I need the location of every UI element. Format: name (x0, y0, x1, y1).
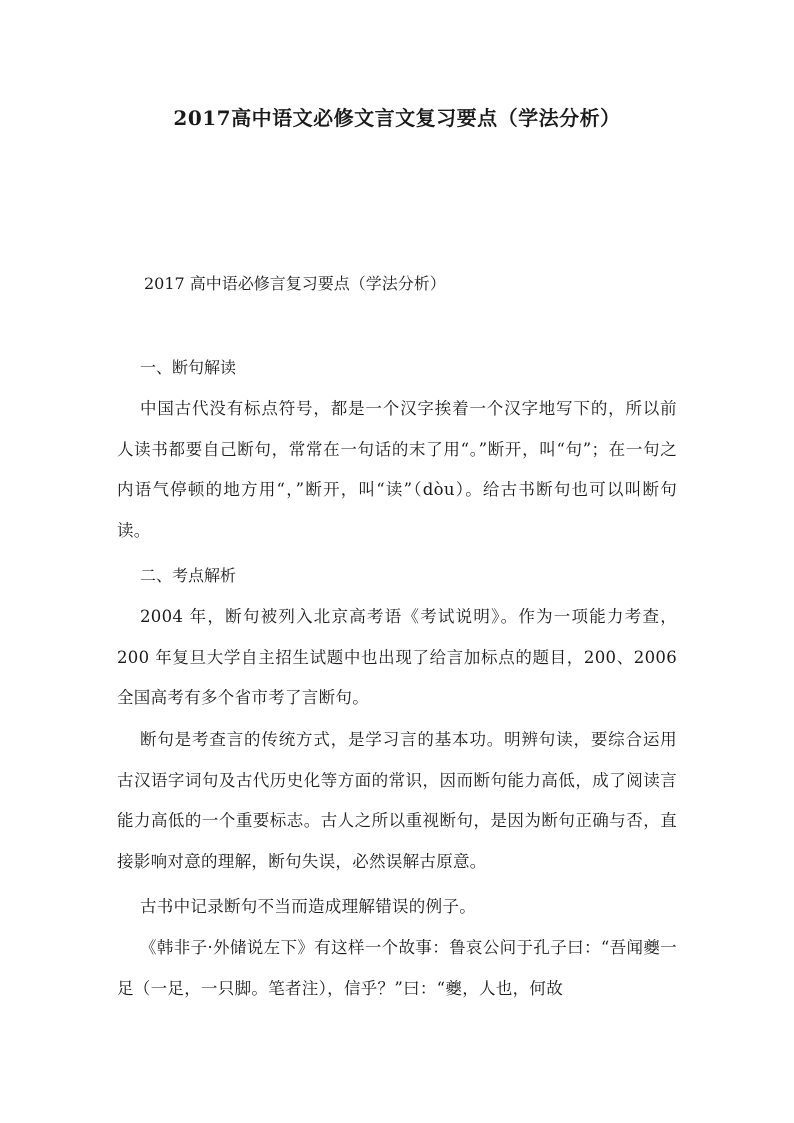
paragraph-2: 2004 年，断句被列入北京高考语《考试说明》。作为一项能力考查，200 年复旦大学自主招生试题中也出现了给言加标点的题目，200、2006 全国高考有多个省市考了言断句。 (117, 607, 677, 708)
section-heading-2: 二、考点解析 (140, 566, 237, 585)
paragraph-4: 古书中记录断句不当而造成理解错误的例子。 (140, 897, 476, 916)
document-title: 2017高中语文必修文言文复习要点（学法分析） (173, 106, 621, 130)
section-heading-1: 一、断句解读 (140, 358, 237, 377)
paragraph-3: 断句是考查言的传统方式，是学习言的基本功。明辨句读，要综合运用古汉语字词句及古代历史化等方面的常识，因而断句能力高低，成了阅读言能力高低的一个重要标志。古人之所以重视断句，是因为断句正确与否，直接影响对意的理解，断句失误，必然误解古原意。 (117, 730, 677, 871)
paragraph-5: 《韩非子·外储说左下》有这样一个故事：鲁哀公问于孔子曰：“吾闻夔一足（一足，一只脚。笔者注），信乎？”曰：“夔，人也，何故 (117, 938, 677, 998)
paragraph-1: 中国古代没有标点符号，都是一个汉字挨着一个汉字地写下的，所以前人读书都要自己断句，常常在一句话的末了用“。”断开，叫“句”；在一句之内语气停顿的地方用“，”断开，叫“读”（dòu）。给古书断句也可以叫断句读。 (117, 399, 677, 540)
document-subtitle: 2017 高中语必修言复习要点（学法分析） (144, 274, 446, 293)
